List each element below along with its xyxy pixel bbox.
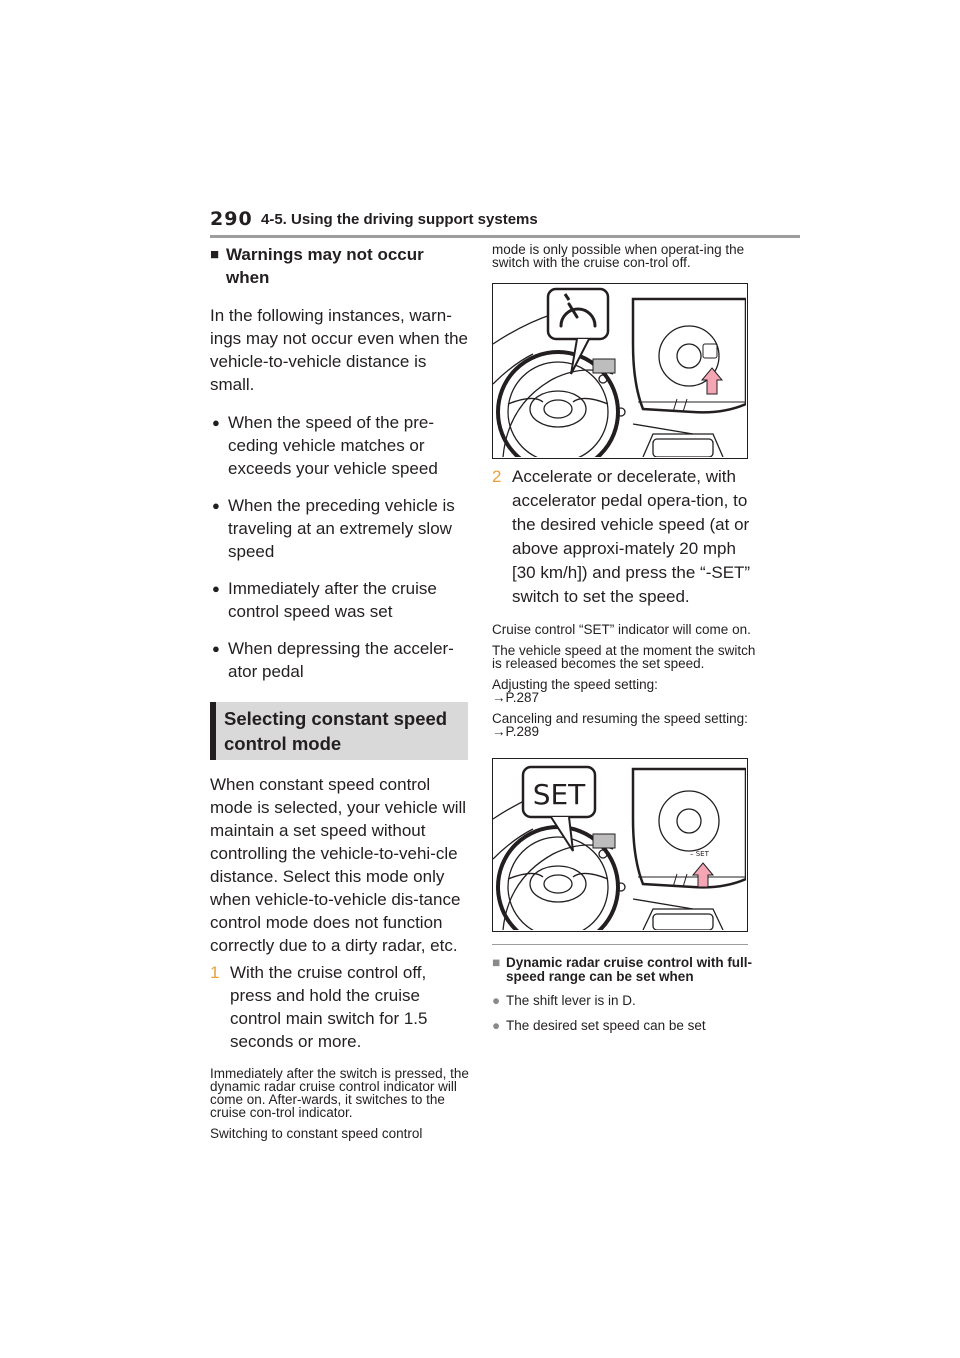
zoom-inset (633, 769, 746, 887)
subhead-warnings (210, 243, 470, 289)
set-switch-label: – SET (690, 850, 709, 858)
zoom-inset (633, 299, 746, 412)
bullet-text: When depressing the acceler-ator pedal (228, 639, 454, 681)
bullet-item (210, 637, 470, 683)
set-callout-text: SET (532, 778, 586, 811)
steering-wheel-illustration (493, 759, 746, 930)
figure-main-switch (492, 283, 748, 459)
section-heading-box (210, 702, 468, 760)
section-heading: Selecting constant speed control mode (224, 708, 448, 754)
page-header (210, 206, 800, 238)
step-text: With the cruise control off, press and hold the cruise control main switch for 1.5 seconds or more. (230, 963, 428, 1051)
bullet-item (492, 1018, 757, 1033)
steering-wheel-illustration (493, 284, 746, 457)
note-paragraph: The vehicle speed at the moment the switch is released becomes the set speed. (492, 643, 756, 671)
note-paragraph: Cruise control “SET” indicator will come on. (492, 622, 751, 637)
step-1 (210, 961, 470, 1053)
step-text: Accelerate or decelerate, with accelerator pedal opera-tion, to the desired vehicle speed (at or above approxi-mately 20 mph [30 km/h]) and press the “-SET” switch to set the speed. (512, 467, 751, 606)
right-column (492, 243, 757, 1033)
note-text: Adjusting the speed setting: (492, 677, 658, 692)
intro-paragraph: In the following instances, warn-ings may not occur even when the vehicle-to-vehicle distance is small. (210, 306, 468, 394)
bullet-item (492, 993, 757, 1008)
bullet-text: When the speed of the pre-ceding vehicle matches or exceeds your vehicle speed (228, 413, 438, 478)
arrow-right-icon: → (492, 724, 506, 739)
square-bullet-icon: ■ (492, 955, 501, 970)
subhead-full-speed-text: Dynamic radar cruise control with full-speed range can be set when (506, 955, 753, 984)
step-2 (492, 465, 757, 609)
bullet-dot-icon: ● (212, 581, 220, 596)
divider (492, 944, 748, 945)
note-paragraph (492, 712, 757, 738)
bullet-dot-icon: ● (492, 993, 501, 1008)
arrow-right-icon: → (492, 690, 506, 705)
bullet-text: When the preceding vehicle is traveling at an extremely slow speed (228, 496, 455, 561)
note-paragraph: mode is only possible when operat-ing the switch with the cruise con-trol off. (492, 242, 745, 270)
left-column (210, 243, 470, 1140)
bullet-item (210, 494, 470, 563)
note-paragraph: Immediately after the switch is pressed, the dynamic radar cruise control indicator will come on. After-wards, it switches to the cruise con-trol indicator. (210, 1066, 469, 1120)
bullet-dot-icon: ● (212, 415, 220, 430)
bullet-dot-icon: ● (212, 641, 220, 656)
step-number: 2 (492, 467, 502, 486)
note-paragraph: Switching to constant speed control (210, 1126, 423, 1141)
bullet-dot-icon: ● (212, 498, 220, 513)
bullet-item (210, 411, 470, 480)
header-rule (210, 235, 800, 238)
bullet-text: The shift lever is in D. (506, 993, 636, 1008)
note-paragraph (492, 678, 757, 704)
subhead-full-speed (492, 956, 757, 984)
step-number: 1 (210, 963, 220, 982)
page-reference-link[interactable]: P.287 (505, 690, 540, 705)
set-callout (523, 767, 595, 851)
subhead-warnings-text: Warnings may not occur when (226, 245, 424, 287)
figure-set-switch (492, 758, 748, 932)
section-title: 4-5. Using the driving support systems (261, 211, 538, 228)
square-bullet-icon: ■ (210, 246, 220, 263)
bullet-text: The desired set speed can be set (506, 1018, 706, 1033)
constant-speed-paragraph: When constant speed control mode is selected, your vehicle will maintain a set speed without controlling the vehicle-to-vehi-cle distance. Select this mode only when vehicle-to-vehicle dis-tance control mode does not function correctly due to a dirty radar, etc. (210, 775, 467, 955)
bullet-text: Immediately after the cruise control speed was set (228, 579, 437, 621)
page-reference-link[interactable]: P.289 (505, 724, 540, 739)
page-number: 290 (210, 208, 253, 230)
bullet-dot-icon: ● (492, 1018, 501, 1033)
bullet-item (210, 577, 470, 623)
note-text: Canceling and resuming the speed setting: (492, 711, 748, 726)
